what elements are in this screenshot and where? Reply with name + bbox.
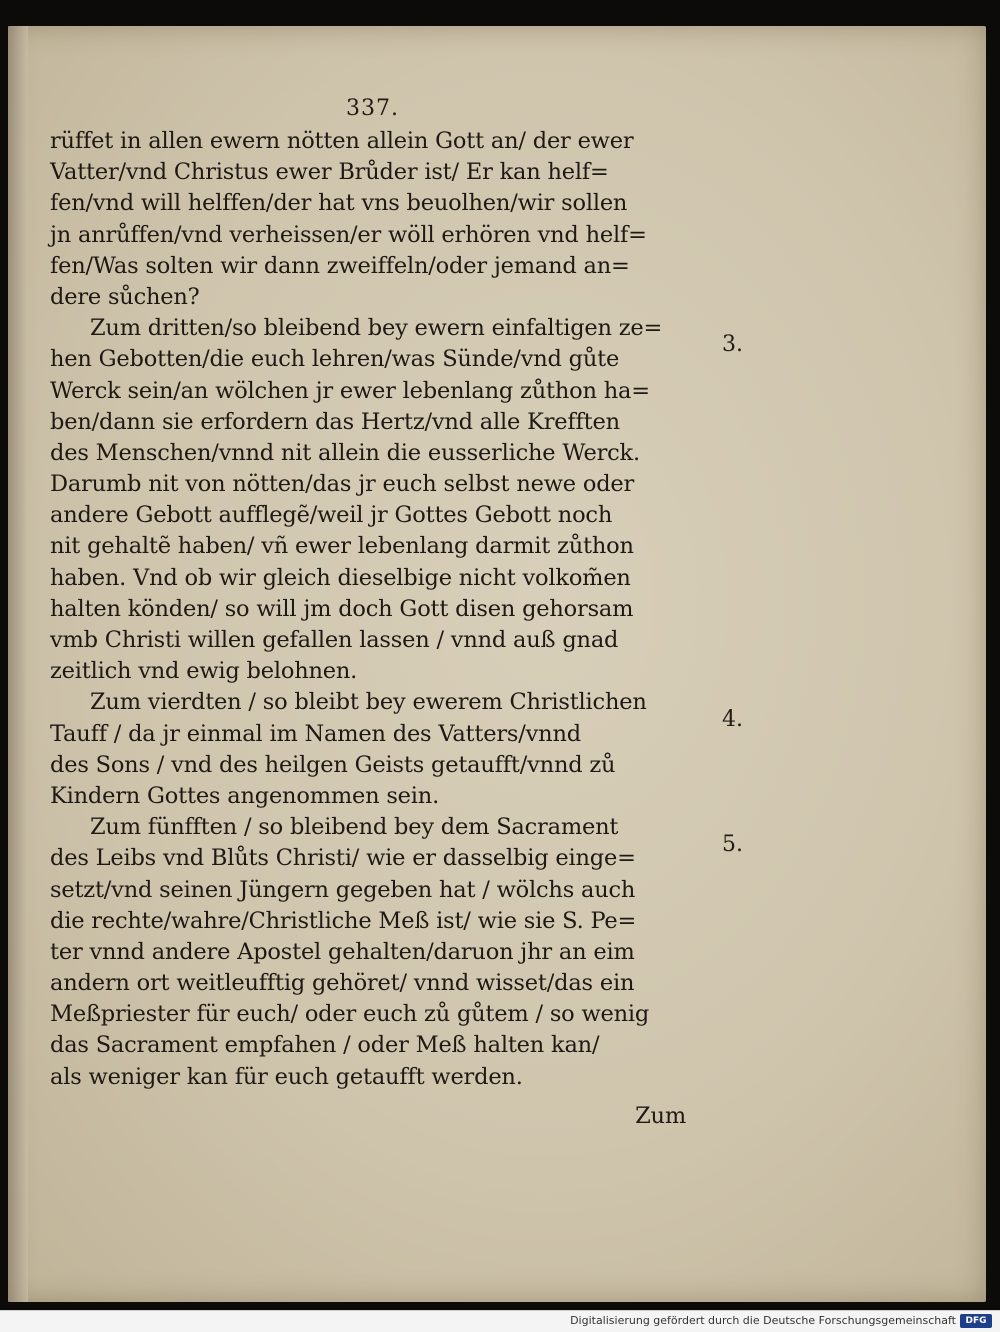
text-line: als weniger kan für euch getaufft werden. (50, 1063, 523, 1090)
dfg-logo[interactable]: DFG (960, 1314, 992, 1328)
paragraph-start-line: Zum vierdten / so bleibt bey ewerem Christlichen (90, 689, 647, 716)
text-line: Vatter/vnd Christus ewer Brůder ist/ Er kan helf= (50, 159, 609, 186)
body-text (50, 126, 720, 1132)
text-line: Werck sein/an wölchen jr ewer lebenlang zůthon ha= (50, 377, 650, 404)
text-line: ben/dann sie erfordern das Hertz/vnd alle Krefften (50, 408, 620, 435)
text-line: vmb Christi willen gefallen lassen / vnnd auß gnad (50, 627, 619, 653)
marginal-number-4: 4. (722, 707, 743, 732)
text-line: fen/vnd will helffen/der hat vns beuolhen/wir sollen (50, 190, 628, 217)
text-line: Kindern Gottes angenommen sein. (50, 782, 440, 809)
text-line: andere Gebott aufflegẽ/weil jr Gottes Gebott noch (50, 502, 613, 529)
catchword: Zum (635, 1102, 686, 1129)
digitization-footer (0, 1310, 1000, 1332)
text-line: haben. Vnd ob wir gleich dieselbige nicht volkom̃en (50, 564, 631, 591)
text-line: des Menschen/vnnd nit allein die eusserliche Werck. (50, 439, 640, 466)
book-page (8, 26, 986, 1302)
text-line: fen/Was solten wir dann zweiffeln/oder jemand an= (50, 252, 630, 279)
text-line: zeitlich vnd ewig belohnen. (50, 658, 358, 685)
paragraph-start-line: Zum fünfften / so bleibend bey dem Sacrament (90, 814, 619, 841)
text-line: halten könden/ so will jm doch Gott disen gehorsam (50, 595, 634, 622)
text-line: hen Gebotten/die euch lehren/was Sünde/vnd gůte (50, 346, 620, 373)
text-line: ter vnnd andere Apostel gehalten/daruon jhr an eim (50, 938, 635, 965)
text-line: das Sacrament empfahen / oder Meß halten kan/ (50, 1032, 600, 1059)
text-line: Meßpriester für euch/ oder euch zů gůtem / so wenig (50, 1001, 650, 1028)
text-line: nit gehaltẽ haben/ vñ ewer lebenlang darmit zůthon (50, 533, 634, 560)
text-line: jn anrůffen/vnd verheissen/er wöll erhören vnd helf= (50, 221, 647, 248)
text-line: Tauff / da jr einmal im Namen des Vatters/vnnd (50, 720, 581, 747)
text-line: andern ort weitleufftig gehöret/ vnnd wisset/das ein (50, 970, 635, 997)
marginal-number-3: 3. (722, 332, 743, 357)
text-line: Darumb nit von nötten/das jr euch selbst newe oder (50, 471, 635, 498)
paragraph-start-line: Zum dritten/so bleibend bey ewern einfaltigen ze= (90, 315, 663, 342)
page-number: 337. (346, 96, 399, 121)
text-line: des Leibs vnd Blůts Christi/ wie er dasselbig einge= (50, 845, 636, 872)
marginal-number-5: 5. (722, 832, 743, 857)
text-line: dere sůchen? (50, 283, 200, 310)
text-line: des Sons / vnd des heilgen Geists getaufft/vnnd zů (50, 751, 616, 778)
page-spine-shadow (8, 26, 28, 1302)
text-line: setzt/vnd seinen Jüngern gegeben hat / wölchs auch (50, 876, 636, 903)
funding-credit: Digitalisierung gefördert durch die Deutsche Forschungsgemeinschaft (570, 1314, 956, 1327)
text-line: die rechte/wahre/Christliche Meß ist/ wie sie S. Pe= (50, 907, 637, 934)
text-line: rüffet in allen ewern nötten allein Gott an/ der ewer (50, 128, 634, 154)
